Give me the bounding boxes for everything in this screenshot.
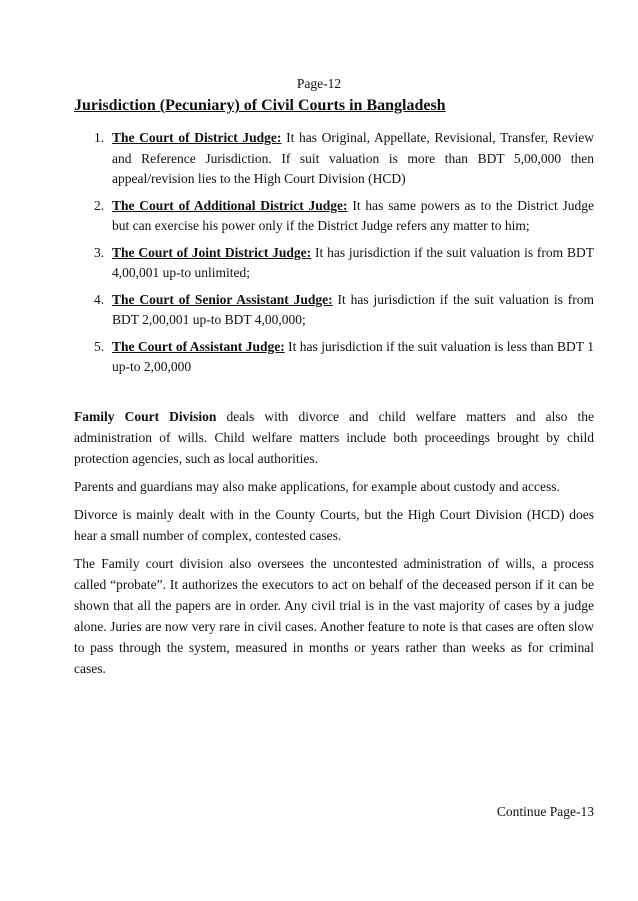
list-number: 1. [94,130,105,145]
continue-note: Continue Page-13 [496,804,594,819]
paragraph-divorce: Divorce is mainly dealt with in the County Courts, but the High Court Division (HCD) does hear a small number of complex, contested cases. [74,507,594,543]
paragraph-text: deals with divorce and child welfare matters and also the administration of wills. Child welfare matters include both proceedings brought by child protection agencies, such as local authorities. [74,409,594,466]
court-name: The Court of Senior Assistant Judge: [112,291,333,307]
court-name: The Court of District Judge: [112,130,282,145]
list-item [74,290,594,331]
body-text [74,406,594,686]
court-description: It has jurisdiction if the suit valuation is less than BDT 1 up-to 2,00,000 [112,338,594,374]
section-heading: Jurisdiction (Pecuniary) of Civil Courts in Bangladesh [74,97,446,114]
court-name: The Court of Joint District Judge: [112,244,312,260]
paragraph-probate: The Family court division also oversees the uncontested administration of wills, a process called “probate”. It authorizes the executors to act on behalf of the deceased person if it can be shown that all the papers are in order. Any civil trial is in the vast majority of cases by a judge alone. Juries are now very rare in civil cases. Another feature to note is that cases are often slow to pass through the system, measured in months or years rather than weeks as for criminal cases. [74,556,594,676]
list-item [74,243,594,284]
paragraph-family-court [74,406,594,469]
page-number: Page-12 [296,76,342,91]
paragraph-parents: Parents and guardians may also make applications, for example about custody and access. [74,479,560,494]
list-number: 2. [94,197,105,213]
list-number: 5. [94,338,105,354]
list-item [74,337,594,378]
list-number: 4. [94,291,105,307]
list-item [74,196,594,237]
paragraph-lead: Family Court Division [74,409,217,424]
court-description: It has jurisdiction if the suit valuation is from BDT 2,00,001 up-to BDT 4,00,000; [112,291,594,327]
court-list [74,128,594,384]
list-item [74,128,594,190]
list-number: 3. [94,244,105,260]
court-description: It has Original, Appellate, Revisional, Transfer, Review and Reference Jurisdiction. If suit valuation is more than BDT 5,00,000 then appeal/revision lies to the High Court Division (HCD) [112,130,594,186]
court-description: It has same powers as to the District Judge but can exercise his power only if the District Judge refers any matter to him; [112,197,594,233]
court-description: It has jurisdiction if the suit valuation is from BDT 4,00,001 up-to unlimited; [112,244,594,280]
court-name: The Court of Additional District Judge: [112,197,348,213]
court-name: The Court of Assistant Judge: [112,338,285,354]
